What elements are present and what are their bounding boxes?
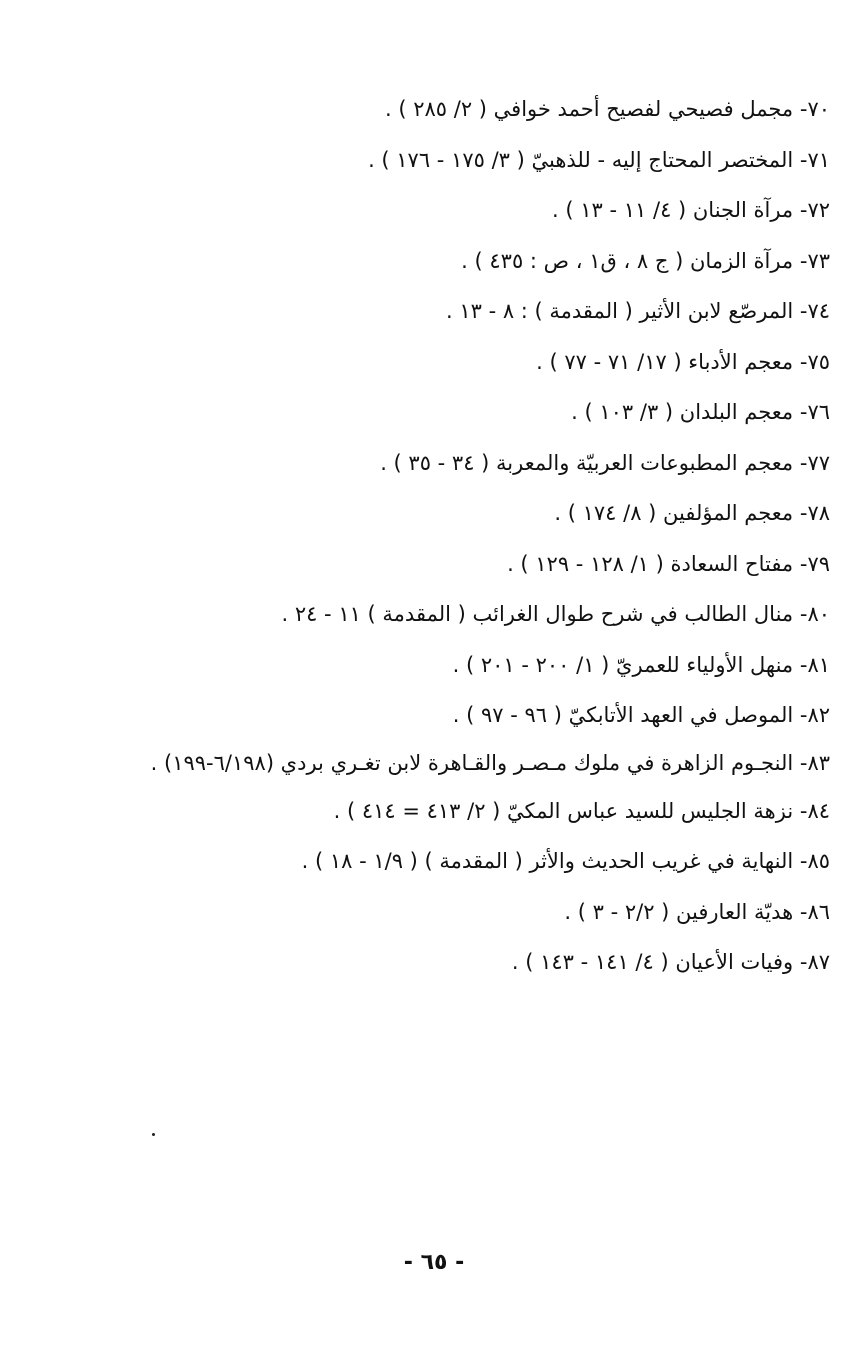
bibliography-list [40, 84, 830, 988]
bibliography-entry: ٨٦- هديّة العارفين ( ٢/٢ - ٣ ) . [564, 899, 830, 924]
bibliography-entry: ٧٨- معجم المؤلفين ( ٨/ ١٧٤ ) . [554, 501, 830, 525]
scan-speck [152, 1133, 155, 1136]
bibliography-entry: ٨٧- وفيات الأعيان ( ٤/ ١٤١ - ١٤٣ ) . [511, 950, 830, 974]
bibliography-entry: ٨٥- النهاية في غريب الحديث والأثر ( المقدمة ) ( ١/٩ - ١٨ ) . [301, 849, 830, 873]
page-number: - ٦٥ - [403, 1250, 465, 1275]
bibliography-entry: ٧٧- معجم المطبوعات العربيّة والمعربة ( ٣٤ - ٣٥ ) . [380, 450, 830, 475]
bibliography-entry: ٨١- منهل الأولياء للعمريّ ( ١/ ٢٠٠ - ٢٠١ ) . [452, 652, 830, 677]
bibliography-entry: ٧٠- مجمل فصيحي لفصيح أحمد خوافي ( ٢/ ٢٨٥ ) . [385, 97, 830, 121]
bibliography-entry: ٧٣- مرآة الزمان ( ج ٨ ، ق١ ، ص : ٤٣٥ ) . [461, 248, 830, 273]
bibliography-entry: ٨٣- النجـوم الزاهرة في ملوك مـصـر والقـاهرة لابن تغـري بردي (٦/١٩٨-١٩٩) . [150, 750, 830, 775]
bibliography-entry: ٧٢- مرآة الجنان ( ٤/ ١١ - ١٣ ) . [552, 198, 830, 222]
bibliography-entry: ٨٢- الموصل في العهد الأتابكيّ ( ٩٦ - ٩٧ ) . [452, 703, 830, 727]
bibliography-entry: ٧٦- معجم البلدان ( ٣/ ١٠٣ ) . [571, 400, 830, 424]
bibliography-entry: ٨٤- نزهة الجليس للسيد عباس المكيّ ( ٢/ ٤١٣ = ٤١٤ ) . [333, 798, 830, 823]
bibliography-entry: ٧٩- مفتاح السعادة ( ١/ ١٢٨ - ١٢٩ ) . [507, 551, 830, 576]
bibliography-entry: ٧٤- المرصّع لابن الأثير ( المقدمة ) : ٨ - ١٣ . [445, 299, 830, 323]
bibliography-entry: ٧١- المختصر المحتاج إليه - للذهبيّ ( ٣/ ١٧٥ - ١٧٦ ) . [368, 147, 830, 172]
bibliography-entry: ٧٥- معجم الأدباء ( ١٧/ ٧١ - ٧٧ ) . [536, 349, 830, 374]
bibliography-entry: ٨٠- منال الطالب في شرح طوال الغرائب ( المقدمة ) ١١ - ٢٤ . [281, 602, 830, 626]
